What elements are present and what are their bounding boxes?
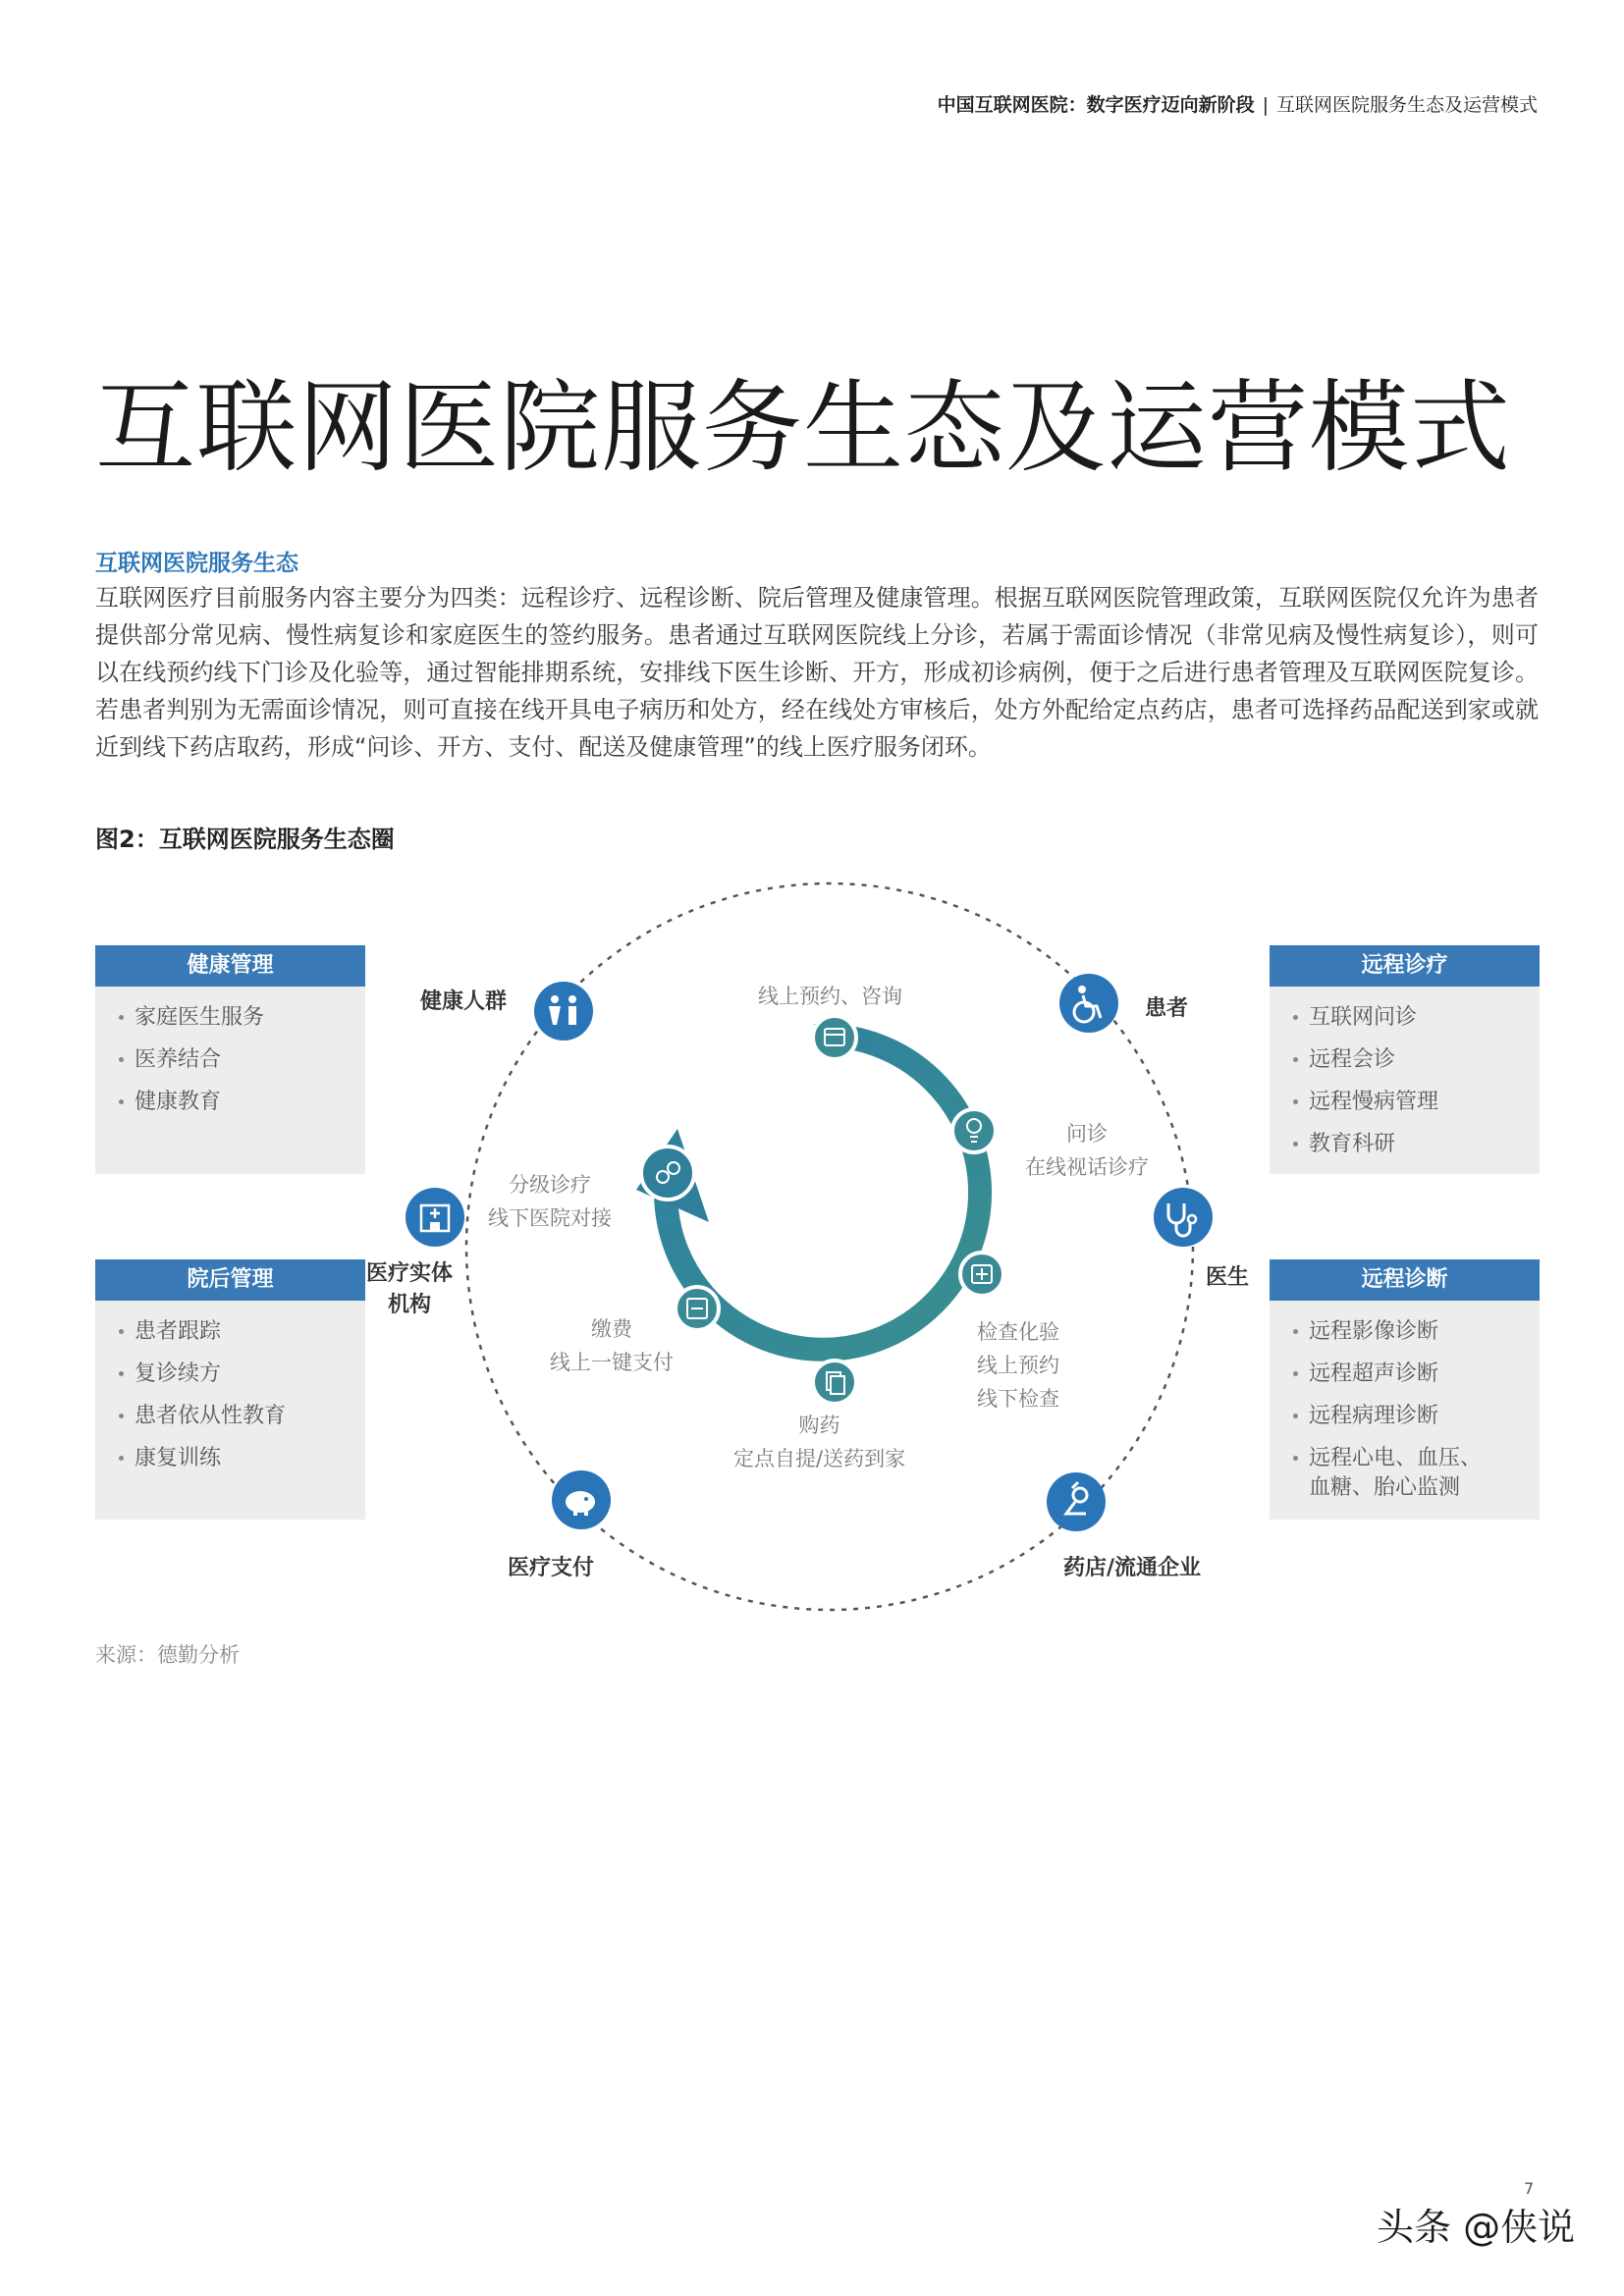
remote-treatment-list [1270, 987, 1540, 1175]
step-icon-book [813, 1016, 856, 1059]
step-label-line: 定点自提/送药到家 [733, 1447, 906, 1470]
header-report-title: 中国互联网医院：数字医疗迈向新阶段 [937, 94, 1255, 116]
watermark: 头条 @侠说 [1377, 2206, 1576, 2249]
node-label-institution [366, 1258, 453, 1321]
figure-source: 来源：德勤分析 [95, 1643, 240, 1667]
remote-treatment-box [1270, 945, 1540, 1174]
step-label-line: 检查化验 [977, 1320, 1059, 1344]
step-label-line: 线上一键支付 [550, 1351, 674, 1374]
step-label-line: 问诊 [1066, 1122, 1108, 1146]
step-label-check [977, 1315, 1059, 1415]
hospital-icon [406, 1188, 464, 1247]
figure-title: 图2：互联网医院服务生态圈 [95, 826, 395, 853]
node-label-doctor: 医生 [1206, 1265, 1250, 1290]
node-label-line: 医疗实体 [366, 1261, 454, 1286]
health-management-title: 健康管理 [95, 945, 365, 987]
remote-diagnosis-title: 远程诊断 [1270, 1259, 1540, 1301]
step-icon-pay [676, 1287, 719, 1330]
step-label-pay [550, 1312, 674, 1379]
header-separator: | [1262, 94, 1269, 116]
health-management-box [95, 945, 365, 1174]
people-icon [534, 982, 593, 1041]
step-label-tier [488, 1168, 612, 1235]
header-chapter-title: 互联网医院服务生态及运营模式 [1275, 94, 1538, 116]
step-icon-consult [952, 1109, 996, 1152]
list-item: 医养结合 [135, 1039, 365, 1081]
section-body: 互联网医疗目前服务内容主要分为四类：远程诊疗、远程诊断、院后管理及健康管理。根据互联网医院管理政策，互联网医院仅允许为患者提供部分常见病、慢性病复诊和家庭医生的签约服务。患者通过互联网医院线上分诊，若属于需面诊情况（非常见病及慢性病复诊），则可以在线预约线下门诊及化验等，通过智能排期系统，安排线下医生诊断、开方，形成初诊病例，便于之后进行患者管理及互联网医院复诊。若患者判别为无需面诊情况，则可直接在线开具电子病历和处方，经在线处方审核后，处方外配给定点药店，患者可选择药品配送到家或就近到线下药店取药，形成“问诊、开方、支付、配送及健康管理”的线上医疗服务闭环。 [95, 584, 1539, 761]
list-item: 远程超声诊断 [1309, 1353, 1540, 1395]
remote-diagnosis-box [1270, 1259, 1540, 1520]
list-item: 远程慢病管理 [1309, 1081, 1540, 1123]
list-item [1309, 1437, 1540, 1503]
step-label-line: 分级诊疗 [509, 1173, 591, 1197]
node-label-payment: 医疗支付 [508, 1556, 595, 1580]
microscope-icon [1047, 1472, 1106, 1531]
list-item: 患者依从性教育 [135, 1395, 365, 1437]
step-label-book: 线上预约、咨询 [758, 985, 902, 1008]
post-hospital-title: 院后管理 [95, 1259, 365, 1301]
step-label-buy [733, 1409, 905, 1475]
step-icon-tier [641, 1147, 694, 1200]
step-icon-check [960, 1253, 1003, 1296]
node-label-healthy-crowd: 健康人群 [420, 989, 508, 1014]
post-hospital-box [95, 1259, 365, 1520]
page-number: 7 [1524, 2179, 1535, 2198]
section-title: 互联网医院服务生态 [95, 551, 298, 576]
list-item-line: 远程心电、血压、 [1309, 1446, 1483, 1470]
list-item: 患者跟踪 [135, 1310, 365, 1353]
remote-treatment-title: 远程诊疗 [1270, 945, 1540, 987]
list-item: 远程会诊 [1309, 1039, 1540, 1081]
step-label-line: 线下检查 [977, 1387, 1059, 1411]
page-title: 互联网医院服务生态及运营模式 [95, 370, 1511, 487]
list-item: 家庭医生服务 [135, 996, 365, 1039]
piggy-bank-icon [552, 1470, 611, 1529]
node-label-line: 机构 [388, 1293, 432, 1317]
list-item: 远程影像诊断 [1309, 1310, 1540, 1353]
step-label-line: 缴费 [591, 1317, 632, 1341]
stethoscope-icon [1154, 1188, 1213, 1247]
step-label-line: 线上预约 [977, 1354, 1059, 1377]
list-item: 健康教育 [135, 1081, 365, 1123]
node-label-patient: 患者 [1145, 996, 1189, 1021]
step-icon-buy [813, 1361, 856, 1404]
list-item: 远程病理诊断 [1309, 1395, 1540, 1437]
list-item-line: 血糖、胎心监测 [1309, 1475, 1461, 1500]
remote-diagnosis-list [1270, 1301, 1540, 1513]
step-label-consult [1025, 1117, 1149, 1184]
step-label-line: 购药 [798, 1414, 840, 1437]
post-hospital-list [95, 1301, 365, 1489]
list-item: 互联网问诊 [1309, 996, 1540, 1039]
step-label-line: 线下医院对接 [488, 1206, 612, 1230]
list-item: 复诊续方 [135, 1353, 365, 1395]
list-item: 康复训练 [135, 1437, 365, 1479]
node-label-pharmacy: 药店/流通企业 [1063, 1556, 1202, 1580]
list-item: 教育科研 [1309, 1123, 1540, 1165]
wheelchair-icon [1059, 974, 1118, 1033]
health-management-list [95, 987, 365, 1133]
step-label-line: 在线视话诊疗 [1025, 1155, 1149, 1179]
